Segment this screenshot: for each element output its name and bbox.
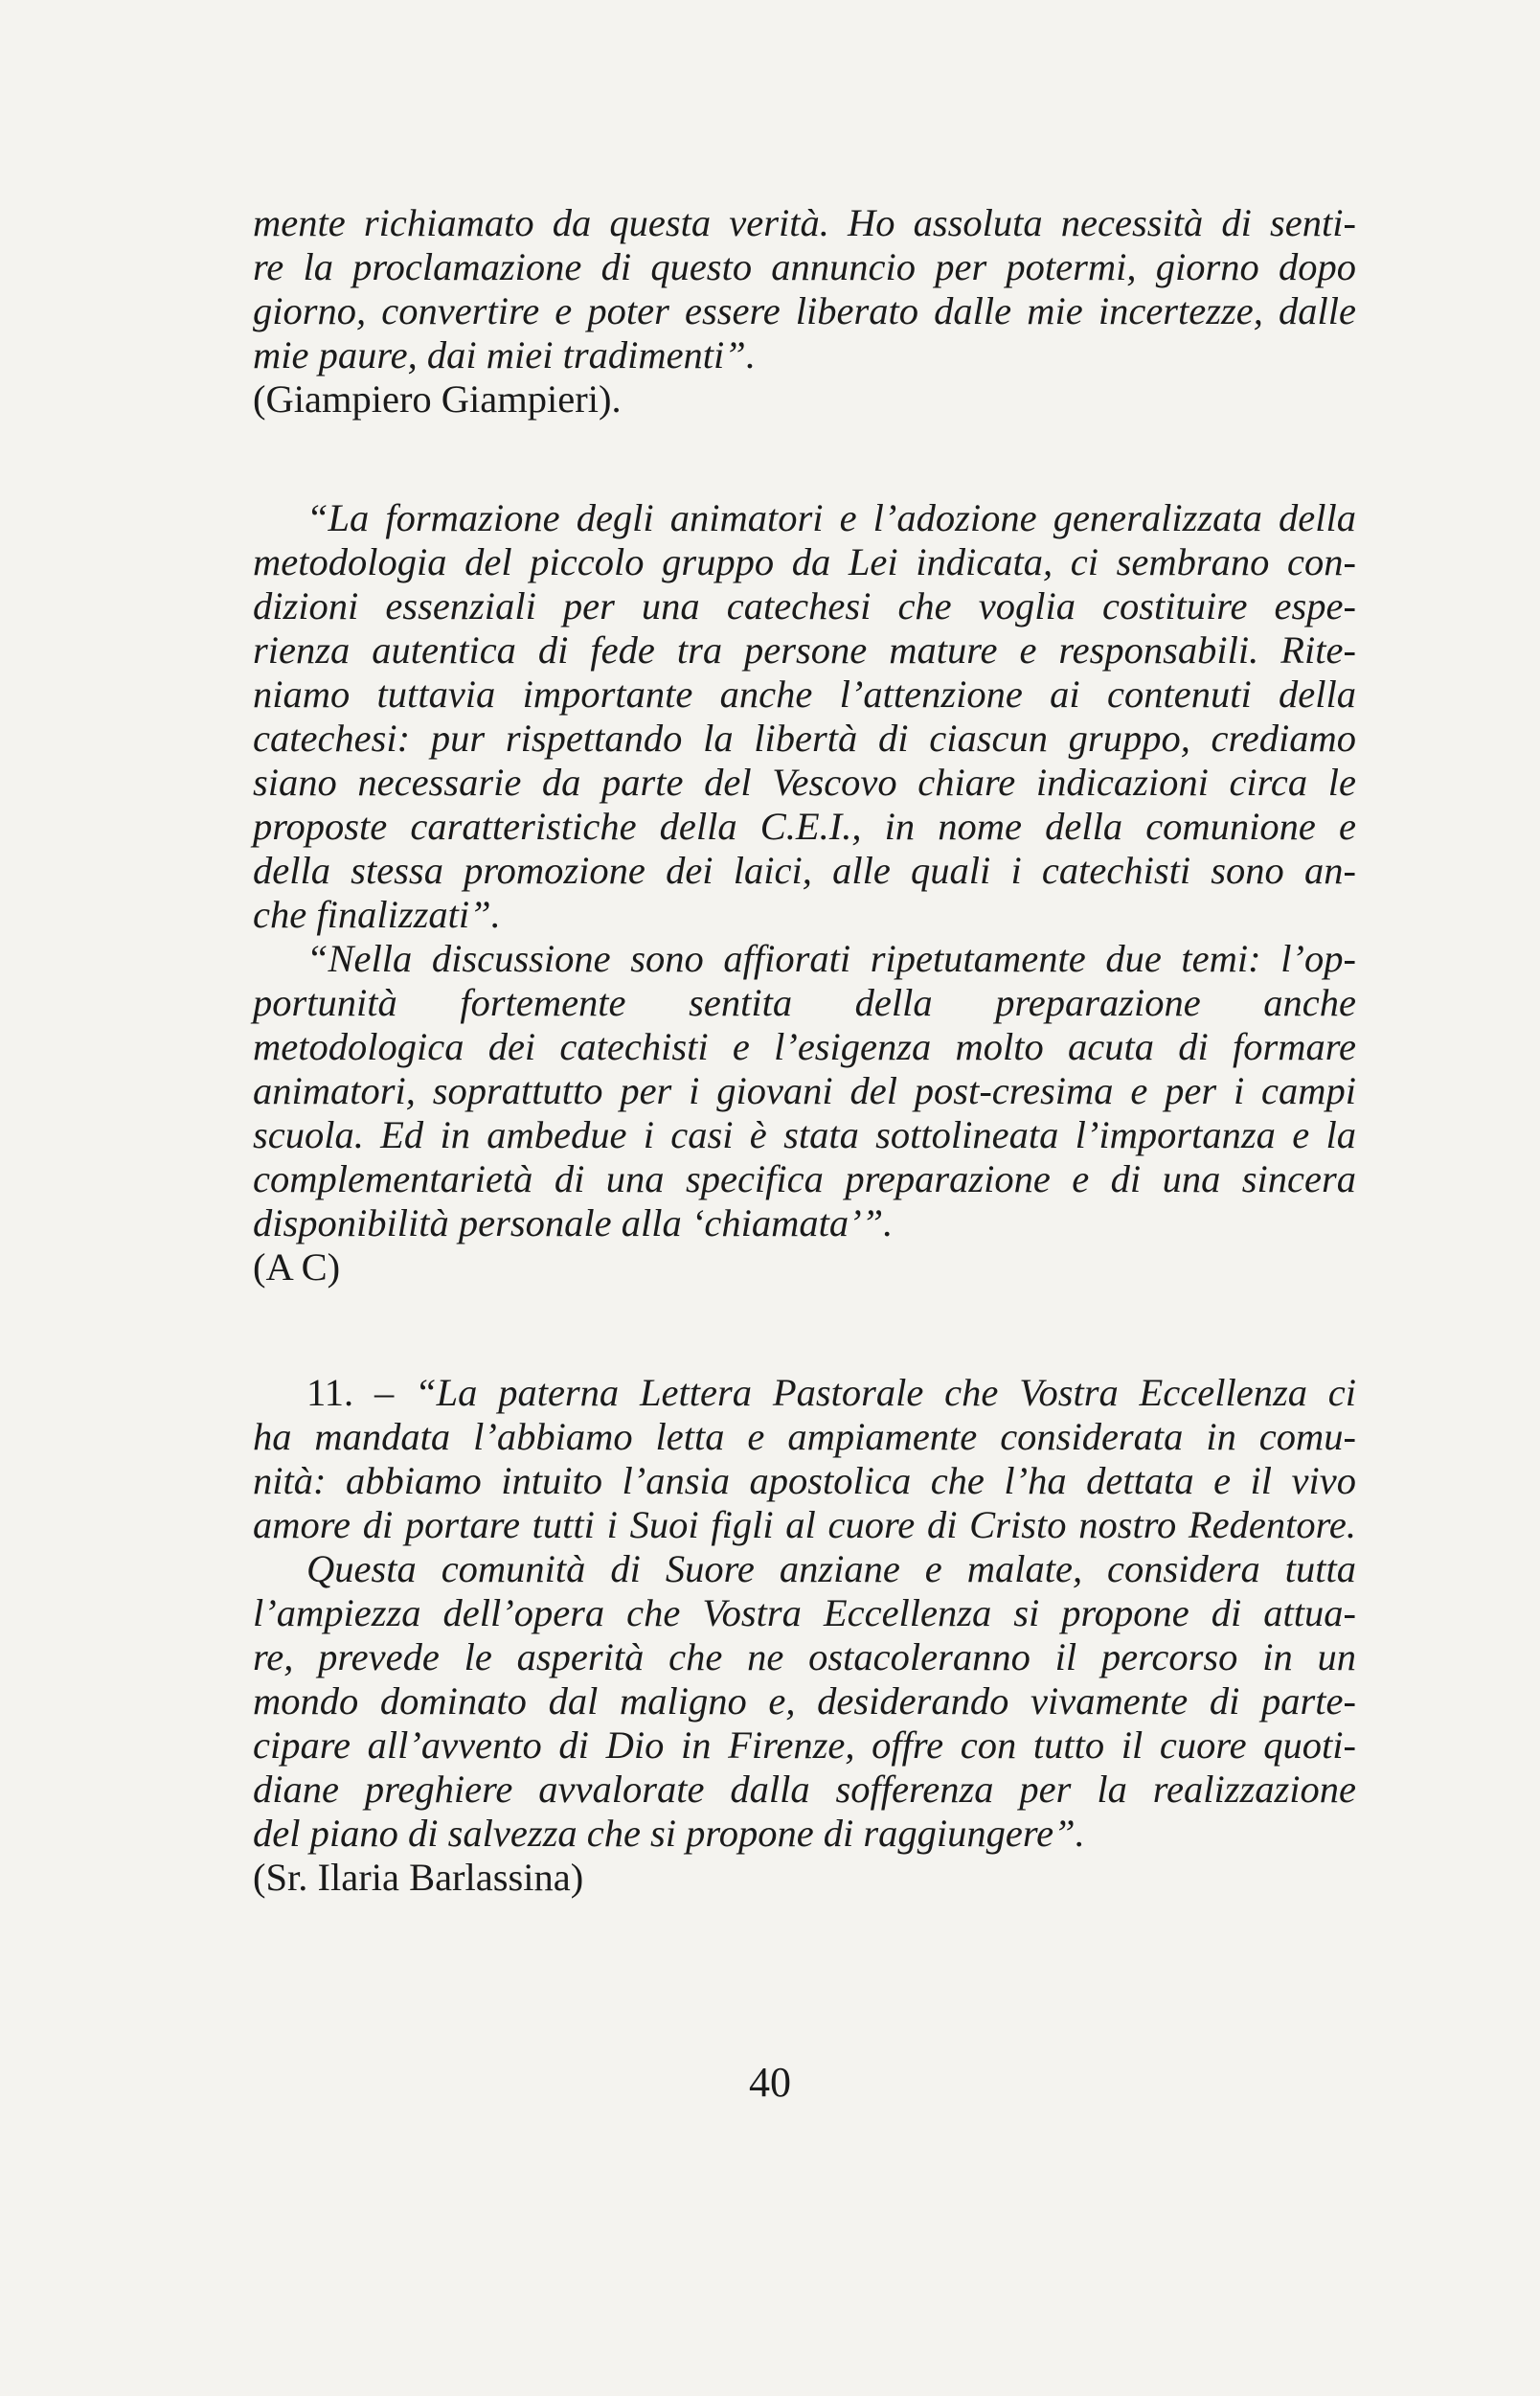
text-line: l’ampiezza dell’opera che Vostra Eccellenza si propone di attua- [253,1591,1356,1634]
text-line: disponibilità personale alla ‘chiamata’”. [253,1201,894,1244]
text-line: scuola. Ed in ambedue i casi è stata sottolineata l’importanza e la [253,1113,1356,1156]
text-line: metodologia del piccolo gruppo da Lei indicata, ci sembrano con- [253,540,1356,583]
text-line: Questa comunità di Suore anziane e malate, considera tutta [306,1547,1356,1590]
text-line: nità: abbiamo intuito l’ansia apostolica che l’ha dettata e il vivo [253,1459,1356,1502]
text-line: proposte caratteristiche della C.E.I., in nome della comunione e [253,805,1356,848]
text-line: animatori, soprattutto per i giovani del post-cresima e per i campi [253,1069,1356,1112]
signature: (A C) [253,1245,341,1289]
text-line: amore di portare tutti i Suoi figli al cuore di Cristo nostro Redentore. [253,1503,1356,1546]
text-line: diane preghiere avvalorate dalla sofferenza per la realizzazione [253,1768,1356,1811]
text-line: della stessa promozione dei laici, alle quali i catechisti sono an- [253,849,1356,892]
quote-giampieri [253,201,1356,422]
text-line: portunità fortemente sentita della preparazione anche [253,981,1356,1024]
section-number: 11. – [306,1371,395,1414]
text-line: mondo dominato dal maligno e, desiderando vivamente di parte- [253,1679,1356,1723]
text-line: che finalizzati”. [253,893,501,936]
signature: (Sr. Ilaria Barlassina) [253,1856,584,1899]
quote-ac [253,496,1356,1289]
text-line: del piano di salvezza che si propone di raggiungere”. [253,1812,1085,1855]
text-line: siano necessarie da parte del Vescovo chiare indicazioni circa le [253,761,1356,804]
text-line: rienza autentica di fede tra persone mature e responsabili. Rite- [253,628,1356,672]
text-line: dizioni essenziali per una catechesi che voglia costituire espe- [253,584,1356,628]
text-line-body: “La paterna Lettera Pastorale che Vostra Eccellenza ci [415,1371,1357,1414]
signature: (Giampiero Giampieri). [253,377,622,421]
text-line: “Nella discussione sono affiorati ripetutamente due temi: l’op- [306,937,1356,980]
text-line: “La formazione degli animatori e l’adozione generalizzata della [306,496,1356,539]
text-line: mente richiamato da questa verità. Ho assoluta necessità di senti- [253,201,1356,244]
text-line [253,1371,1356,1415]
text-line: giorno, convertire e poter essere liberato dalle mie incertezze, dalle [253,289,1356,332]
text-line: metodologica dei catechisti e l’esigenza molto acuta di formare [253,1025,1356,1068]
text-line: ha mandata l’abbiamo letta e ampiamente considerata in comu- [253,1415,1356,1458]
text-line: niamo tuttavia importante anche l’attenzione ai contenuti della [253,673,1356,716]
text-line: re la proclamazione di questo annuncio per potermi, giorno dopo [253,245,1356,288]
text-line: catechesi: pur rispettando la libertà di ciascun gruppo, crediamo [253,717,1356,760]
text-line: re, prevede le asperità che ne ostacoleranno il percorso in un [253,1635,1356,1678]
text-line: mie paure, dai miei tradimenti”. [253,333,756,377]
quote-barlassina [253,1371,1356,1900]
text-line: cipare all’avvento di Dio in Firenze, offre con tutto il cuore quoti- [253,1723,1356,1767]
page-number: 40 [749,2059,791,2106]
text-line: complementarietà di una specifica preparazione e di una sincera [253,1157,1356,1200]
